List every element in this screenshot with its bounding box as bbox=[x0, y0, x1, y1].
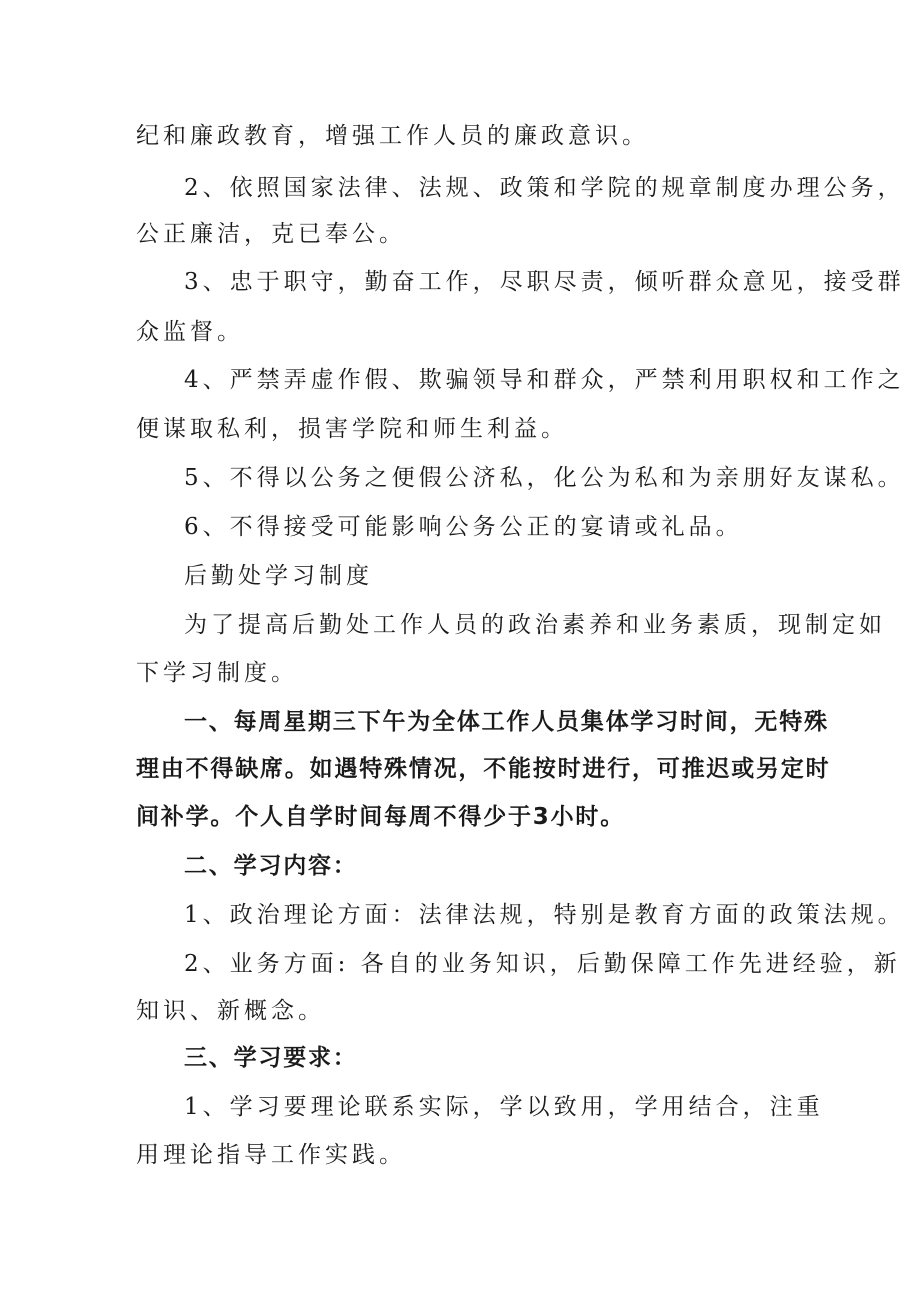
text-line: 2、业务方面: 各自的业务知识，后勤保障工作先进经验，新 bbox=[184, 951, 901, 977]
text-line: 一、每周星期三下午为全体工作人员集体学习时间，无特殊 bbox=[184, 709, 829, 735]
text-line: 1、学习要理论联系实际，学以致用，学用结合，注重 bbox=[184, 1094, 824, 1120]
text-line: 6、不得接受可能影响公务公正的宴请或礼品。 bbox=[184, 514, 743, 540]
section-heading: 二、学习内容： bbox=[184, 853, 358, 879]
text-line: 3、忠于职守，勤奋工作，尽职尽责，倾听群众意见，接受群 bbox=[184, 269, 905, 295]
text-line: 1、政治理论方面：法律法规，特别是教育方面的政策法规。 bbox=[184, 902, 905, 928]
section-heading: 三、学习要求： bbox=[184, 1045, 358, 1071]
text-line: 间补学。个人自学时间每周不得少于3小时。 bbox=[136, 804, 626, 830]
text-line: 5、不得以公务之便假公济私，化公为私和为亲朋好友谋私。 bbox=[184, 465, 905, 491]
text-line: 众监督。 bbox=[136, 319, 244, 345]
text-line: 理由不得缺席。如遇特殊情况，不能按时进行，可推迟或另定时 bbox=[136, 756, 831, 782]
text-line: 4、严禁弄虚作假、欺骗领导和群众，严禁利用职权和工作之 bbox=[184, 367, 905, 393]
text-line: 公正廉洁，克已奉公。 bbox=[136, 221, 406, 247]
text-line: 2、依照国家法律、法规、政策和学院的规章制度办理公务， bbox=[184, 175, 905, 201]
text-line: 用理论指导工作实践。 bbox=[136, 1142, 406, 1168]
text-line: 下学习制度。 bbox=[136, 660, 298, 686]
text-line: 知识、新概念。 bbox=[136, 998, 325, 1024]
text-line: 为了提高后勤处工作人员的政治素养和业务素质，现制定如 bbox=[184, 612, 886, 638]
text-line: 纪和廉政教育，增强工作人员的廉政意识。 bbox=[136, 123, 649, 149]
text-line: 便谋取私利，损害学院和师生利益。 bbox=[136, 416, 568, 442]
section-title: 后勤处学习制度 bbox=[184, 563, 373, 589]
